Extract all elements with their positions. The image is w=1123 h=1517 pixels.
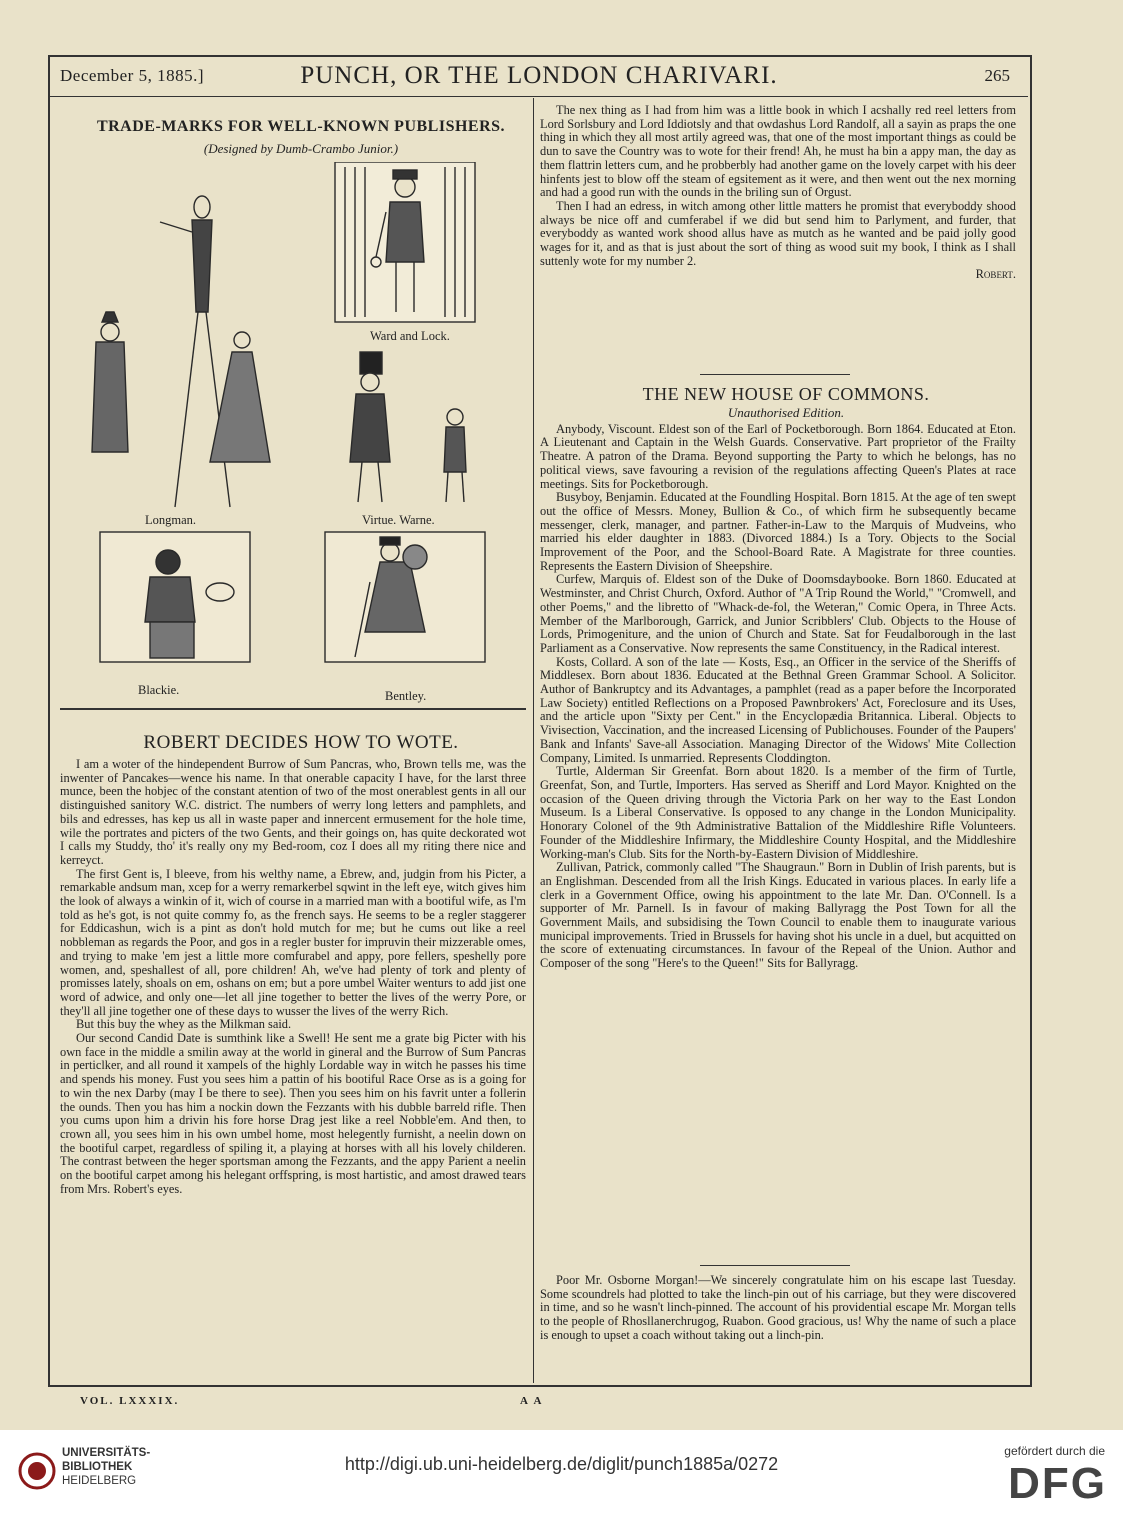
commons-entry: Curfew, Marquis of. Eldest son of the Duke of Doomsdaybooke. Born 1860. Educated at Westminster, and Christ Church, Oxford. Author of "A Trip Round the World," "Cromwell, and other Poems," and the libretto of "Whack-de-fol, the Weteran," Comic Opera, in Three Acts. Member of the Marlborough, Garrick, and Junior Scribblers' Club. Objects to the House of Lords, Primogeniture, and the union of Church and State. Sat for Feudalborough in the last Parliament as a Conservative. Now represents the same Constituency, in the Radical interest. [540, 572, 1016, 655]
morgan-article [540, 1274, 1016, 1343]
permalink-url[interactable]: http://digi.ub.uni-heidelberg.de/diglit/punch1885a/0272 [344, 1454, 779, 1474]
header-page-number: 265 [984, 66, 1010, 85]
robert-title: ROBERT DECIDES HOW TO WOTE. [143, 732, 459, 753]
caption-longman: Longman. [145, 513, 197, 527]
caption-ward-lock: Ward and Lock. [370, 329, 450, 343]
library-name-line: BIBLIOTHEK [62, 1461, 133, 1473]
page-header [60, 62, 1018, 92]
dfg-logo: DFG [1008, 1459, 1107, 1508]
library-banner [0, 1430, 1123, 1517]
robert-article [60, 732, 526, 1197]
commons-subtitle: Unauthorised Edition. [727, 405, 845, 420]
column-rule [533, 98, 534, 1383]
caption-bentley: Bentley. [385, 689, 427, 703]
sponsor-text: gefördert durch die [1004, 1444, 1105, 1458]
robert-paragraph: I am a woter of the hindependent Burrow of Sum Pancras, who, Brown tells me, was the inwenter of Pancakes—wence his name. In that onerable capacity I have, for the larst three munce, been the hobjec of the constant atention of two of the most onerablest gents in all our distinguished sanitory W.C. district. The numbers of werry long letters and pamphlets, and bils and edresses, has kep us all in waste paper and innercent ermusement for the hole time, wile the portrates and picters of the two Gents, and their goings on, has quite deckorated wot I calls my Studdy, tho' it's really ony my Bed-room, coz I does all my riting there nice and kerreyct. [60, 757, 526, 867]
commons-article [540, 384, 1016, 971]
morgan-paragraph: Poor Mr. Osborne Morgan!—We sincerely congratulate him on his escape last Tuesday. Some scoundrels had plotted to take the linch-pin out of his carriage, but they were discovered in time, and so he wasn't linch-pinned. The account of his providential escape Mr. Morgan tells to the people of Rhosllanerchrugog, Ruabon. Good gracious, us! Why the name of such a place is enough to upset a coach without taking out a linch-pin. [540, 1273, 1016, 1342]
commons-entry: Kosts, Collard. A son of the late — Kosts, Esq., an Officer in the service of the Sheriffs of Middlesex. Born about 1836. Educated at the Bethnal Green Grammar School. A Solicitor. Author of Bankruptcy and its Advantages, a pamphlet (read as a paper before the Incorporated Law Society) entitled Reflections on a Proposed Pawnbrokers' Act, Foreclosure and its Uses, and the article upon "Sixty per Cent." in the Encyclopædia Britannica. Liberal. Objects to Vivisection, Vaccination, and the increased Licensing of Publichouses. Founder of the Paupers' Bank and Infants' Save-all Association. Managing Director of the Widows' Mite Collection Company, Limited. Is unmarried. Represents Cloddington. [540, 654, 1016, 765]
commons-entry: Turtle, Alderman Sir Greenfat. Born about 1820. Is a member of the firm of Turtle, Greenfat, Son, and Turtle, Importers. Has served as Sheriff and Lord Mayor. Knighted on the occasion of the Queen driving through the Victoria Park on her way to the East London Museum. Is a Liberal Conservative. Is opposed to any change in the London Municipality. Honorary Colonel of the 9th Administrative Battalion of the Middleshire Rifle Volunteers. Founder of the Middleshire Infirmary, the Middleshire County Hospital, and the Middleshire Working-man's Club. Sits for the North-by-Eastern Division of Middleshire. [540, 764, 1016, 861]
caption-virtue-warne: Virtue. Warne. [362, 513, 435, 527]
header-date: December 5, 1885.] [60, 66, 205, 85]
trademarks-heading [60, 118, 526, 156]
robert-cont-paragraph: The nex thing as I had from him was a little book in which I acshally red reel letters from Lord Sorlsbury and Lord Iddiotsly and that owdashus Lord Randolf, all a sayin as praps the one thing in which they all most artily agreed was, that one of the most important things as could be dun to save the Country was to wote for their frend! Ah, he must ha bin a appy man, the day as them flattrin letters cum, and he probberbly had another game on the lovely carpet with his deer hinfents jest to blow off the steam of egsitement as it were, and then went out the nex morning and had a good run with the ounds in the briling sun of Orgust. [540, 103, 1016, 200]
robert-paragraph: The first Gent is, I bleeve, from his welthy name, a Ebrew, and, judgin from his Picter, a remarkable andsum man, xcep for a werry remarkerbel sqwint in the left eye, witch gives him the look of always a winkin of it, wich of course in a married man with a bootiful wife, as I'm told as he's got, is not quite commy fo, as the french says. He seems to be a regler staggerer for Eddicashun, wich is a pint as don't hold mutch for me; but he cums out like a reel nobbleman as regards the Poor, and gos in a regler buster for impruvin their mizzerable omes, and trying to make 'em jest a little more comfurabel and appy, pore fellers, speshelly pore women, and, speshallest of all, pore children! Ah, we've had plenty of tork and plenty of promisses lately, shoals on em, oshans on em; but a pore umbel Waiter wenturs to add jist one word of adwice, and only one—let all jine together to better the lives of the werry Pore, or they'll all jine together one of these days to wusser the lives of the werry Rich. [60, 866, 526, 1018]
publishers-illustration [80, 162, 520, 704]
footer-signature-mark: A A [520, 1395, 544, 1407]
library-name-line: HEIDELBERG [62, 1475, 137, 1487]
robert-paragraph: Our second Candid Date is sumthink like a Swell! He sent me a grate big Picter with his own face in the middle a smilin away at the world in gineral and the Burrow of Sum Pancras in perticlker, and all round it xampels of the highly Lordable way in witch he passes his time and spends his money. Fust you sees him a pattin of his bootiful Race Orse as is a going for to win the nex Darby (may I be there to see). Then you sees him on his favrit unter a follerin the ounds. Then you has him a nockin down the Fezzants with his dubble barreld rifle. Then you cums upon him a drivin his fore horse Drag jest like a reel Nobble'em. And then, to crown all, you sees him in his own umbel home, most helegently furnisht, a neelin down on the bootiful carpet, regardless of spiling it, a playing at horses with all his lovely childeren. The contrast between the heger sportsman among the Fezzants, and the appy Parient a neelin on the bootiful carpet among his helegant orffspring, is most hartistic, and amost drawed tears from Mrs. Robert's eyes. [60, 1031, 526, 1196]
short-rule-2 [700, 1265, 850, 1266]
library-name-line: UNIVERSITÄTS- [62, 1447, 151, 1459]
header-title: PUNCH, OR THE LONDON CHARIVARI. [300, 62, 778, 89]
trademarks-subtitle: (Designed by Dumb-Crambo Junior.) [203, 141, 399, 156]
section-divider [60, 708, 526, 710]
commons-entry: Anybody, Viscount. Eldest son of the Earl of Pocketborough. Born 1864. Educated at Eton. A Lieutenant and Captain in the Welsh Guards. Conservative. Part proprietor of the Frailty Theatre. A patron of the Drama. Beyond supporting the Party to which he belongs, has no political views, save favouring a revision of the regulations affecting Queen's Plates at race meetings. Sits for Pocketborough. [540, 421, 1016, 491]
footer-volume: VOL. LXXXIX. [80, 1395, 180, 1407]
robert-signature: Robert. [975, 267, 1016, 282]
header-rule [50, 96, 1028, 97]
caption-blackie: Blackie. [138, 683, 180, 697]
commons-title: THE NEW HOUSE OF COMMONS. [642, 384, 930, 404]
commons-entry: Busyboy, Benjamin. Educated at the Foundling Hospital. Born 1815. At the age of ten swept out the office of Messrs. Money, Bullion & Co., of which firm he subsequently became messenger, clerk, manager, and partner. Father-in-Law to the Marquis of Mudveins, who married his elder daughter in 1883. (Divorced 1884.) Is a Tory. Objects to the Social Improvement of the Poor, and the School-Board Rate. A Magistrate for three counties. Represents the Eastern Division of Sheepshire. [540, 490, 1016, 573]
robert-continuation [540, 104, 1016, 282]
trademarks-title: TRADE-MARKS FOR WELL-KNOWN PUBLISHERS. [96, 118, 506, 135]
short-rule [700, 374, 850, 375]
robert-cont-paragraph: Then I had an edress, in witch among other little matters he promist that everyboddy shood always be nice off and cumferabel if we did but send him to Parlyment, and furder, that everyboddy as wanted work shood allus have as mutch as he wanted and be paid jolly good wages for it, and as that is just about the sort of thing as wood suit my book, I think as I shall suttenly wote for my number 2. [540, 198, 1016, 268]
commons-entry: Zullivan, Patrick, commonly called "The Shaugraun." Born in Dublin of Irish parents, but is an Englishman. Descended from all the Irish Kings. Educated in various places. In early life a clerk in a Government Office, owing his appointment to the late Mr. Dan. O'Connell. Is a supporter of Mr. Parnell. Is in favour of making Ballyragg the Post Town for all the Government Mails, and subsidising the Town Council to enable them to inaugurate various municipal improvements. Tried in Brussels for having shot his uncle in a duel, but acquitted on the score of extenuating circumstances. In favour of the Repeal of the Union. Author and Composer of the song "Here's to the Queen!" Sits for Ballyragg. [540, 860, 1016, 971]
robert-paragraph: But this buy the whey as the Milkman said. [76, 1017, 292, 1032]
